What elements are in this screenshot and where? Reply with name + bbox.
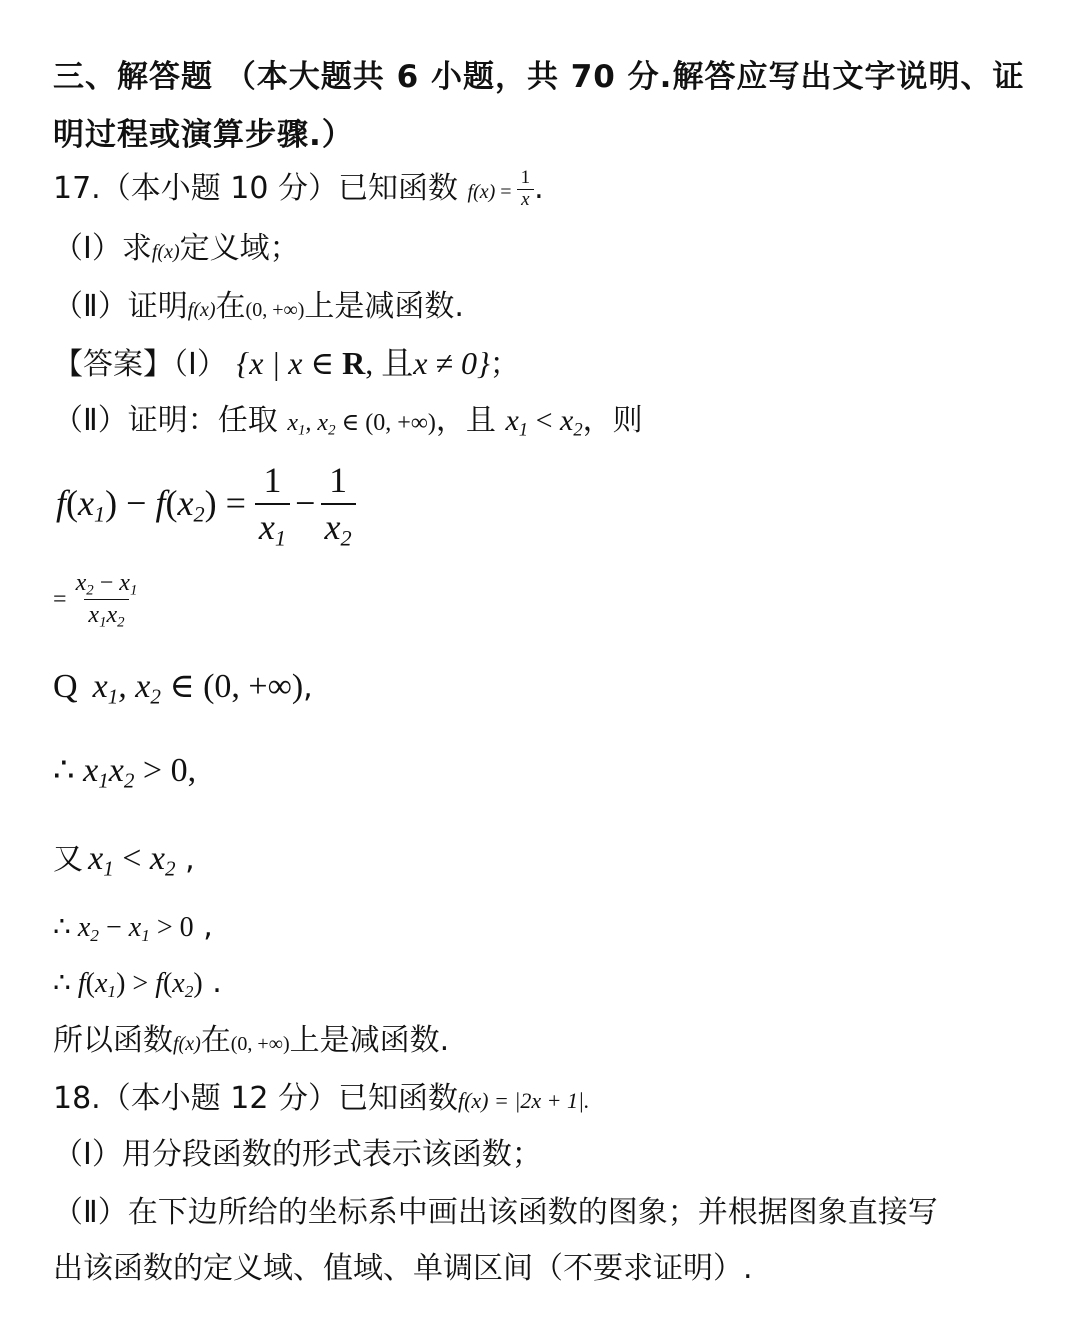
answer-proof-intro: （Ⅱ）证明：任取 $x_1$, $x_2$ ∈ (0, +∞)，且 $x_1 < x_2$，则 (53, 403, 643, 441)
q17-part1: （Ⅰ）求f(x)定义域； (53, 231, 300, 266)
answer-part1: 【答案】（Ⅰ） {x | x ∈ R, 且x ≠ 0}； (53, 345, 520, 382)
section-heading-line2: 明过程或演算步骤.） (53, 117, 354, 153)
q18-part2-line2: 出该函数的定义域、值域、单调区间（不要求证明）. (53, 1251, 753, 1286)
proof-therefore-product: ∴ $x_1x_2 > 0$, (53, 752, 197, 793)
q18-stem: 18.（本小题 12 分）已知函数f(x) = |2x + 1|. (53, 1081, 590, 1116)
proof-because-line: Q $x_1$, $x_2$ ∈ (0, +∞), (53, 668, 313, 709)
answer-label: 【答案】 (53, 347, 173, 382)
q17-part2: （Ⅱ）证明f(x)在(0, +∞)上是减函数. (53, 289, 464, 324)
proof-difference-equation: $f(x_1) - f(x_2)$ = $\frac{1}{x_1}$ − $\frac{1}{x_2}$ (56, 458, 356, 550)
q18-formula: f(x) = |2x + 1|. (457, 1088, 590, 1113)
q17-intro: 17.（本小题 10 分）已知函数 (53, 170, 458, 206)
q18-part2-line1: （Ⅱ）在下边所给的坐标系中画出该函数的图象；并根据图象直接写 (53, 1195, 938, 1230)
section-heading-line1: 三、解答题 （本大题共 6 小题，共 70 分.解答应写出文字说明、证 (53, 59, 1025, 95)
proof-also-line: 又 $x_1 < x_2$ , (53, 840, 195, 881)
proof-simplified-fraction: = $\frac{x_2 - x_1}{x_1x_2}$ (53, 570, 138, 631)
q17-fx: f(x) (467, 180, 496, 203)
q18-part1: （Ⅰ）用分段函数的形式表示该函数； (53, 1137, 542, 1172)
q17-fraction: $\frac{1}{x}$ (517, 168, 535, 211)
proof-therefore-inequality: ∴ $f(x_1) > f(x_2)$ . (53, 965, 222, 1002)
proof-therefore-difference: ∴ $x_2 - x_1 > 0$ , (53, 909, 213, 946)
proof-conclusion: 所以函数f(x)在(0, +∞)上是减函数. (53, 1023, 450, 1058)
q17-stem: 17.（本小题 10 分）已知函数 f(x) = $\frac{1}{x}$ . (53, 167, 544, 210)
